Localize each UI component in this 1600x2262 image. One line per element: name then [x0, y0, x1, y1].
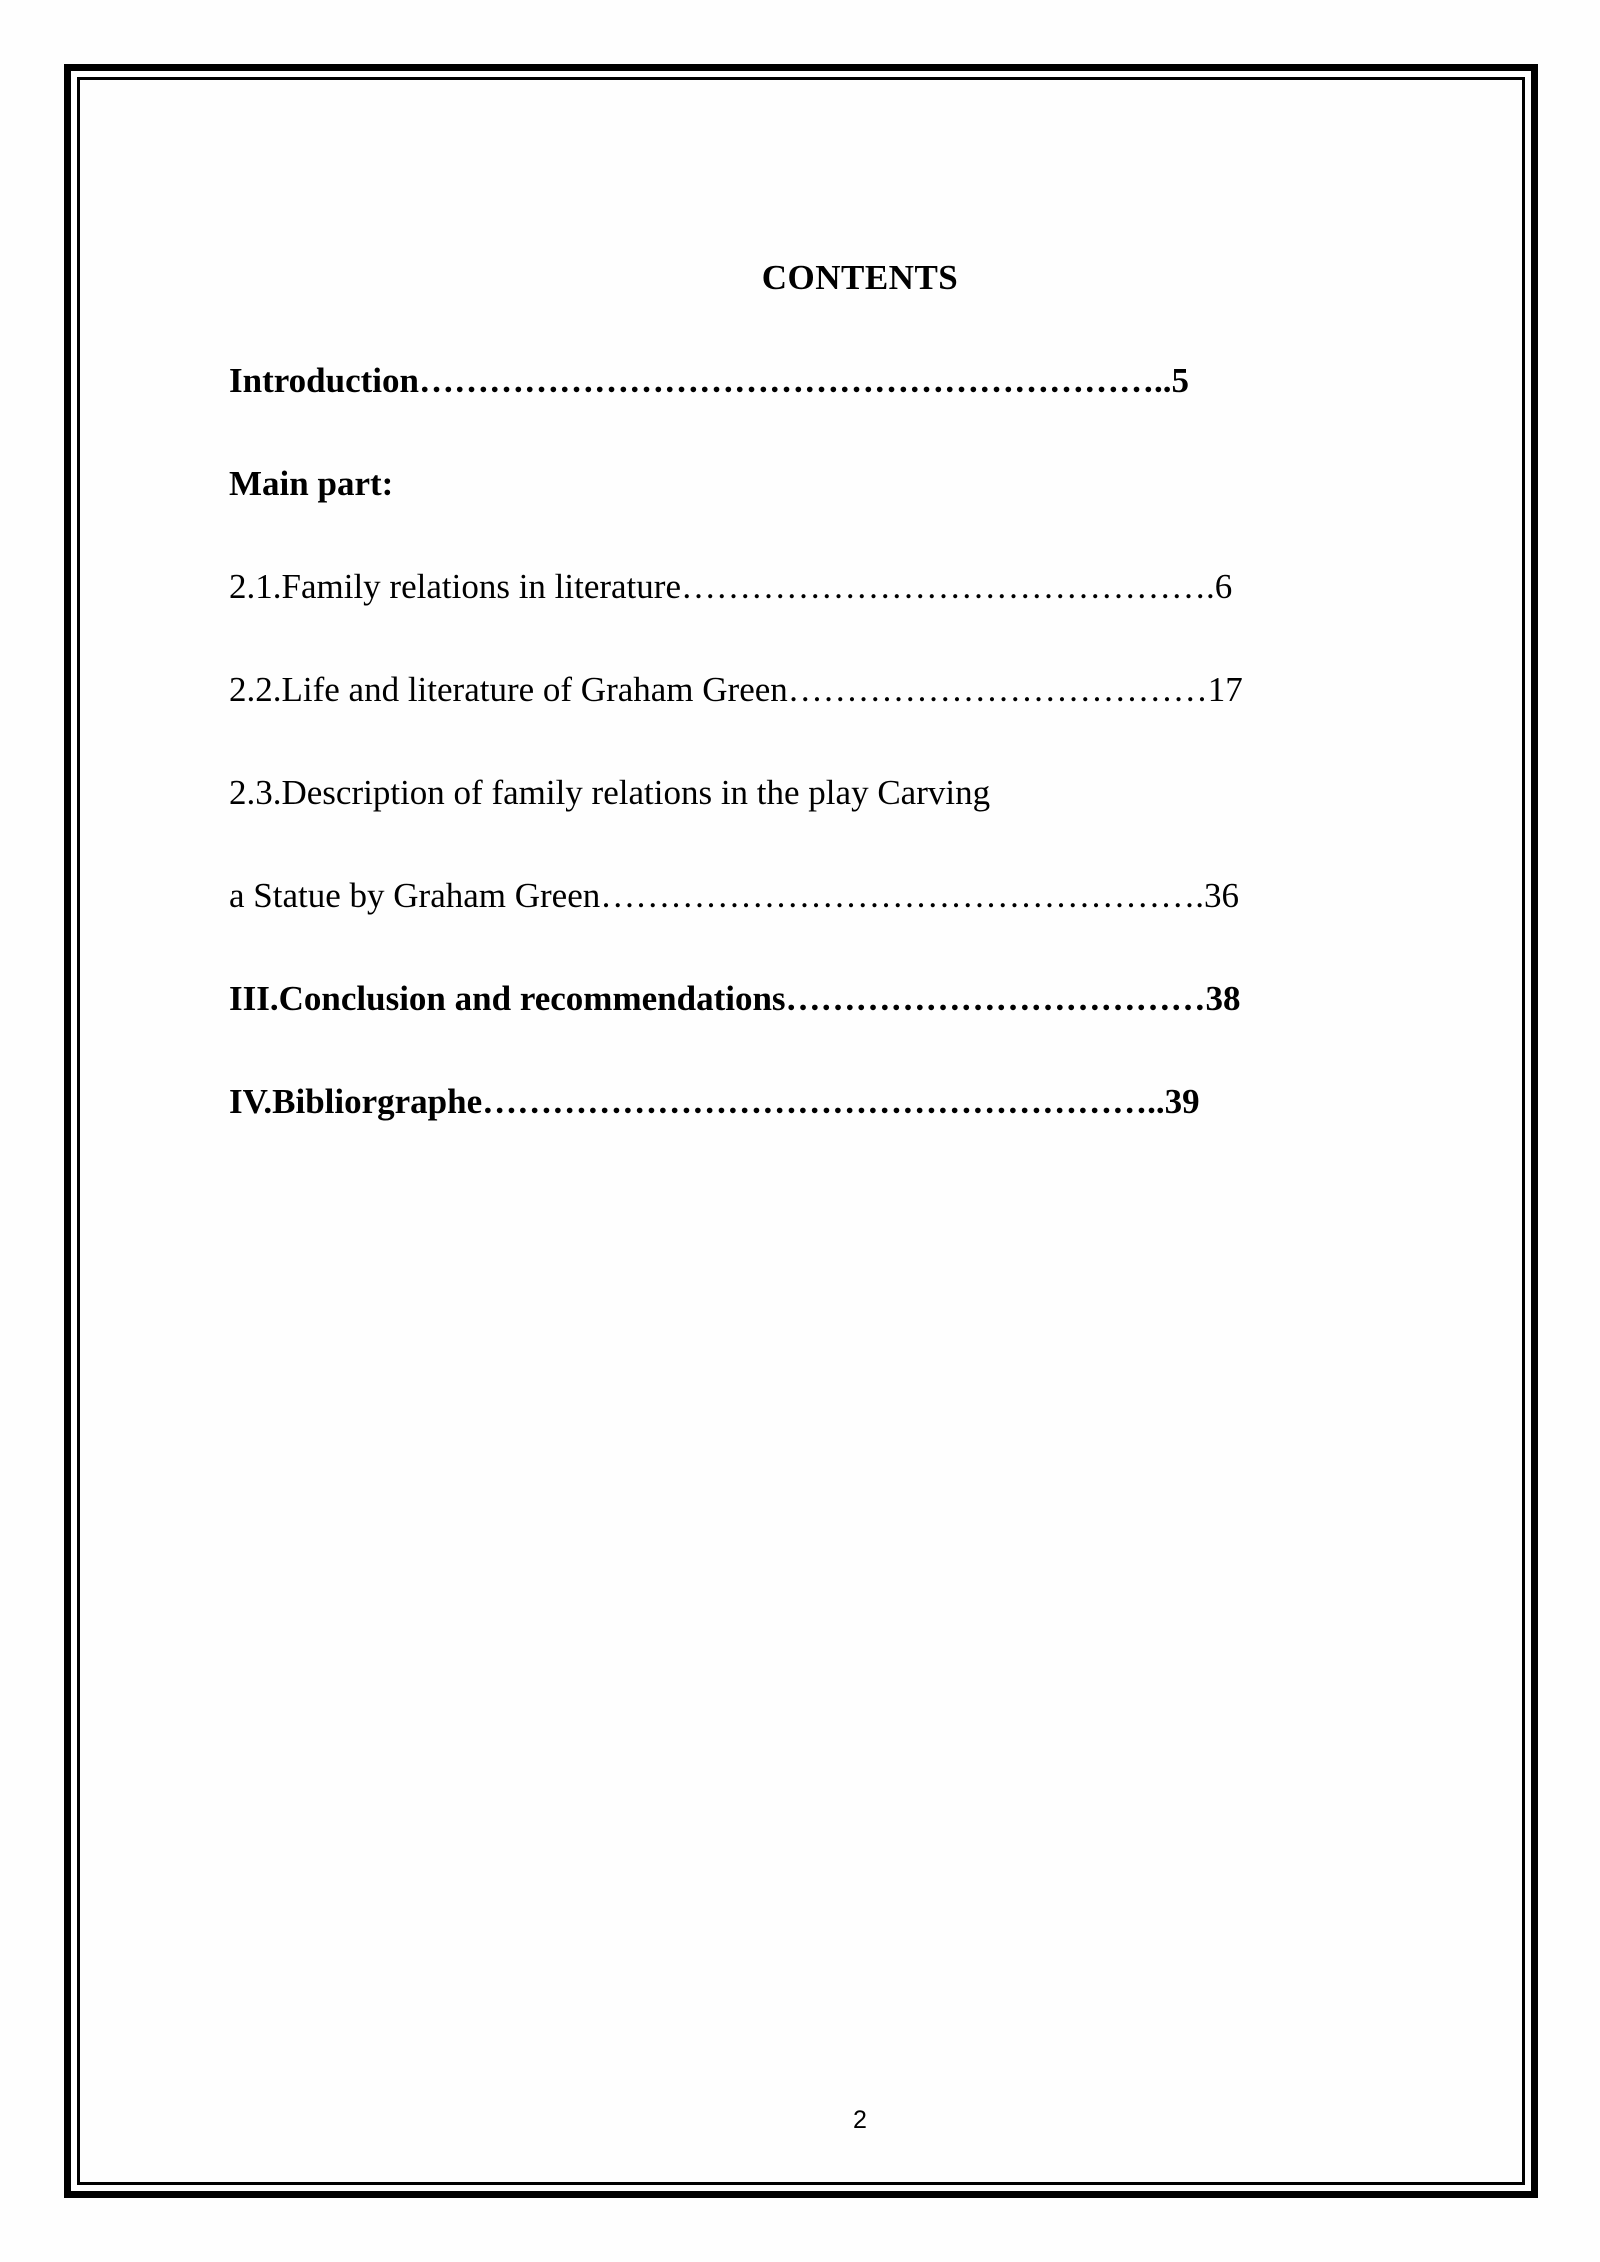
toc-entry-description-line1: 2.3.Description of family relations in the play Carving [229, 773, 991, 812]
toc-entry-bibliography: IV.Bibliorgraphe…………………………………………………..39 [229, 1082, 1200, 1121]
contents-heading: CONTENTS [761, 258, 959, 297]
toc-entry-description-line2: a Statue by Graham Green…………………………………………….36 [229, 876, 1239, 915]
toc-entry-main-part: Main part: [229, 464, 394, 503]
page-number: 2 [853, 2106, 867, 2134]
toc-entry-conclusion: III.Conclusion and recommendations………………………………38 [229, 979, 1241, 1018]
toc-entry-family-relations: 2.1.Family relations in literature……………………………………….6 [229, 567, 1233, 606]
toc-entry-life-literature: 2.2.Life and literature of Graham Green………………………………17 [229, 670, 1243, 709]
toc-entry-introduction: Introduction………………………………………………………..5 [229, 361, 1189, 400]
